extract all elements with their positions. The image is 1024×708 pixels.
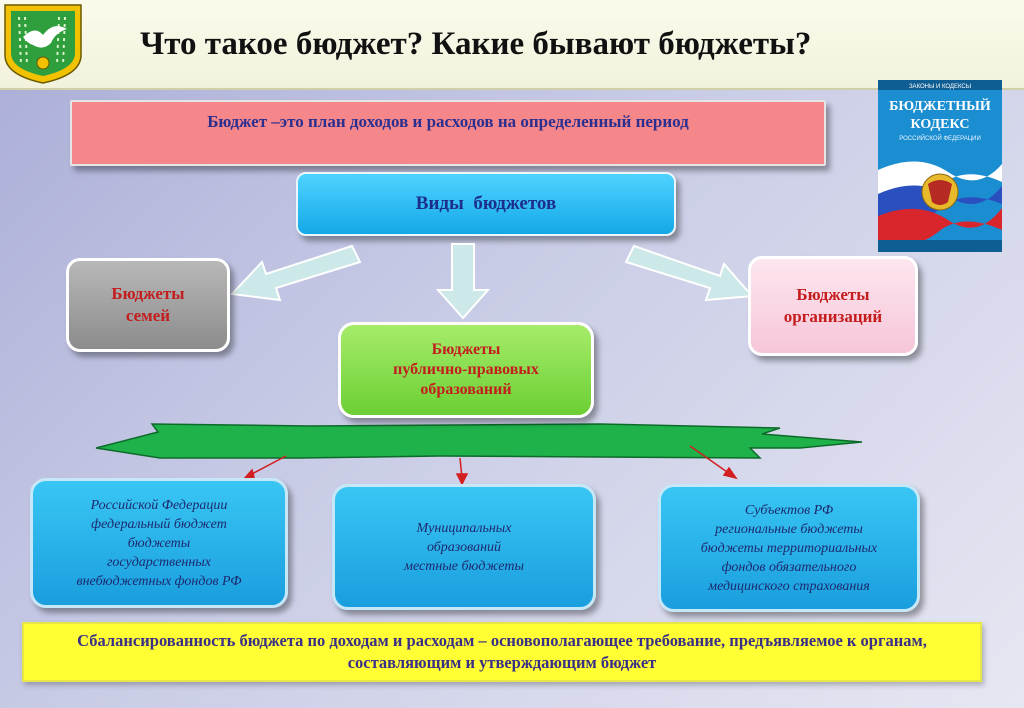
book-subtitle: РОССИЙСКОЙ ФЕДЕРАЦИИ — [899, 136, 981, 142]
family-budgets-box — [66, 258, 230, 352]
subjects-line-4: фондов обязательного — [721, 559, 857, 575]
subjects-budgets-box — [658, 484, 920, 612]
levels-band — [96, 424, 862, 458]
subjects-line-5: медицинского страхования — [708, 578, 870, 594]
municipal-line-2: образований — [426, 539, 502, 555]
page-title: Что такое бюджет? Какие бывают бюджеты? — [140, 26, 812, 62]
municipal-budgets-box — [332, 484, 596, 610]
family-line-2: семей — [125, 306, 171, 325]
orgs-line-2: организаций — [783, 307, 883, 326]
subjects-line-3: бюджеты территориальных — [700, 540, 878, 556]
book-title-line2: КОДЕКС — [910, 117, 970, 132]
family-line-1: Бюджеты — [111, 284, 185, 303]
public-line-3: образований — [420, 381, 512, 398]
balance-requirement-note — [22, 622, 982, 682]
public-line-2: публично-правовых — [393, 361, 539, 378]
subjects-line-1: Субъектов РФ — [744, 502, 834, 518]
federation-line-5: внебюджетных фондов РФ — [76, 573, 242, 589]
federation-line-3: бюджеты — [127, 535, 191, 551]
book-top-text: ЗАКОНЫ И КОДЕКСЫ — [908, 84, 972, 90]
public-line-1: Бюджеты — [431, 341, 501, 358]
federation-line-1: Российской Федерации — [90, 497, 228, 513]
arrow-to-public — [438, 244, 488, 318]
organization-budgets-box — [748, 256, 918, 356]
municipal-line-1: Муниципальных — [416, 520, 512, 536]
orgs-line-1: Бюджеты — [796, 285, 870, 304]
arrow-to-organizations — [626, 246, 752, 300]
budget-kinds-label: Виды бюджетов — [415, 193, 557, 214]
budget-code-book-image — [878, 80, 1002, 252]
book-title-line1: БЮДЖЕТНЫЙ — [889, 99, 991, 114]
municipal-line-3: местные бюджеты — [404, 558, 524, 574]
subjects-line-2: региональные бюджеты — [715, 521, 863, 537]
federation-budgets-box — [30, 478, 288, 608]
public-budgets-box — [338, 322, 594, 418]
definition-text: Бюджет –это план доходов и расходов на определенный период — [207, 112, 689, 131]
federation-line-4: государственных — [106, 554, 212, 570]
footer-text: Сбалансированность бюджета по доходам и расходам – основополагающее требование, предъявляемое к органам, составляющим и утверждающим бюджет — [77, 631, 927, 672]
arrow-to-family — [232, 246, 360, 300]
federation-line-2: федеральный бюджет — [91, 516, 227, 532]
